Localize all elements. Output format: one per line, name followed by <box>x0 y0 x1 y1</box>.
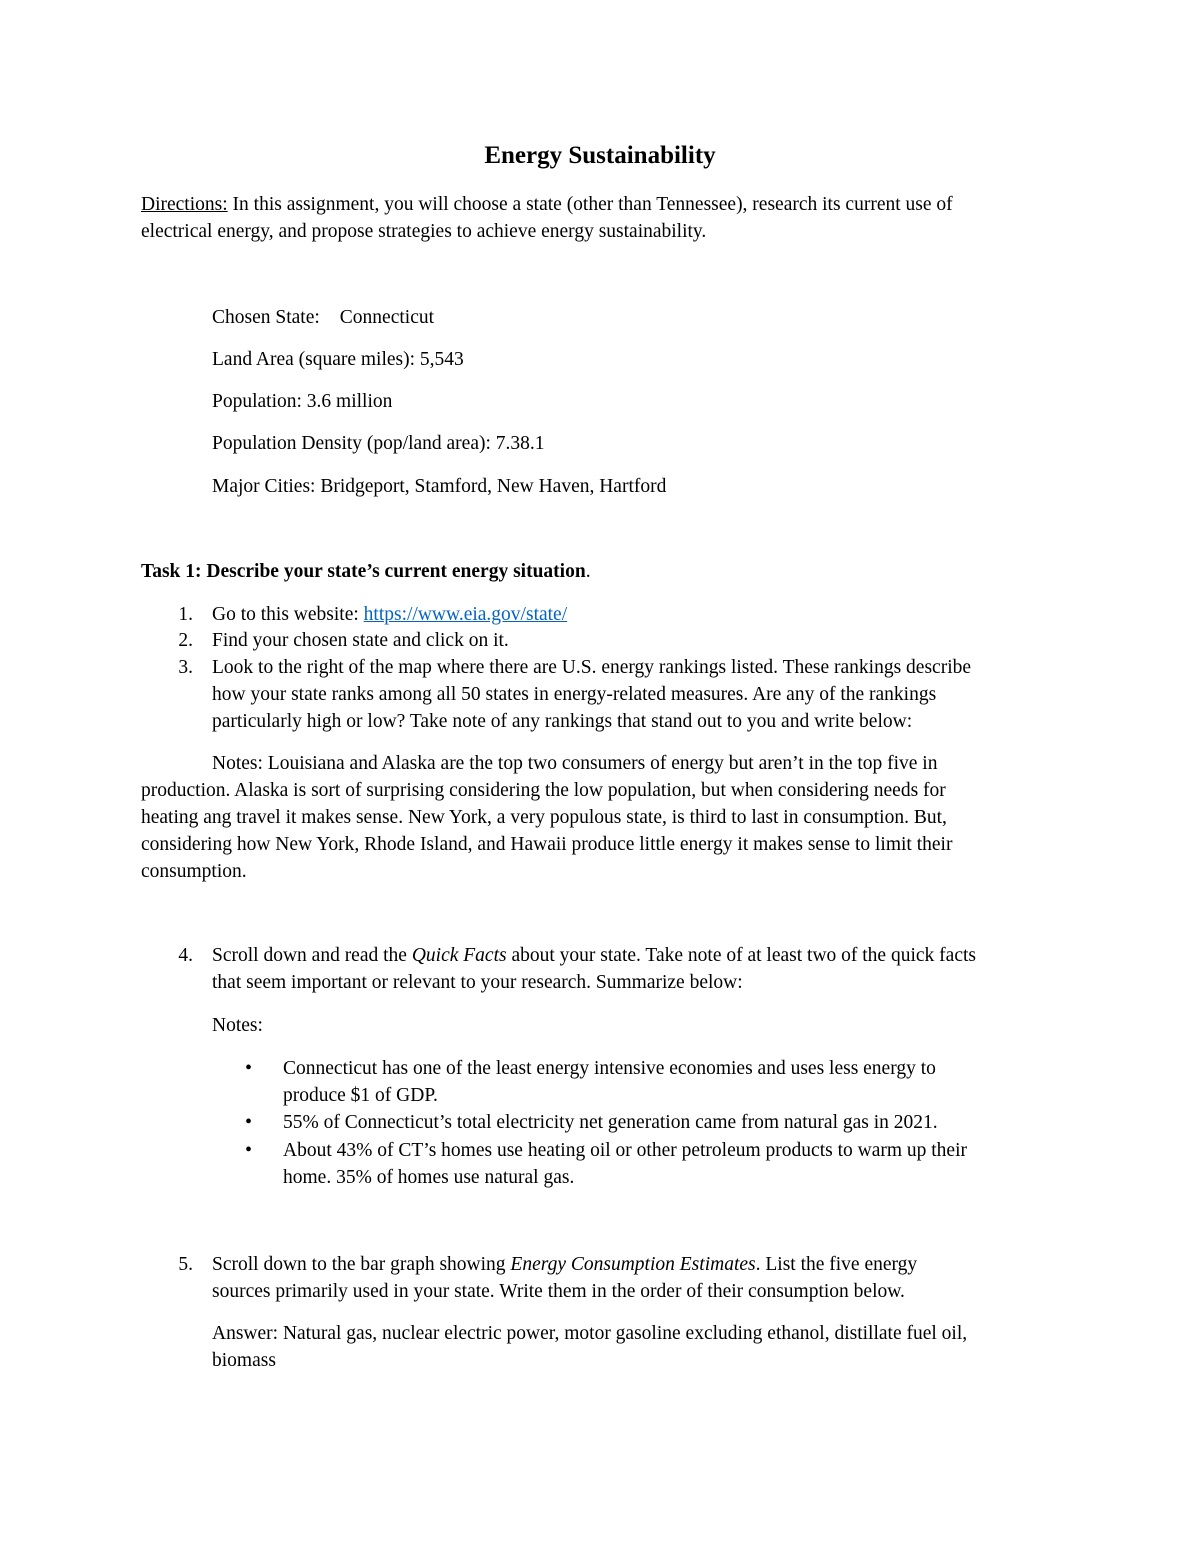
step-3-line-2: how your state ranks among all 50 states in energy-related measures. Are any of the rankings <box>212 684 937 705</box>
directions-label: Directions: <box>141 194 228 215</box>
population-line: Population: 3.6 million <box>212 391 393 412</box>
step-1-number: 1. <box>178 604 193 625</box>
directions-line-2: electrical energy, and propose strategies to achieve energy sustainability. <box>141 221 707 242</box>
step-5-line-2: sources primarily used in your state. Write them in the order of their consumption below. <box>212 1281 905 1302</box>
step-4-number: 4. <box>178 945 193 966</box>
quick-facts-emphasis: Quick Facts <box>411 945 507 966</box>
step-3-line-1: Look to the right of the map where there are U.S. energy rankings listed. These rankings describe <box>212 657 972 678</box>
step-4-line-1: Scroll down and read the Quick Facts about your state. Take note of at least two of the quick facts <box>212 945 976 966</box>
bullet-1-line-1: Connecticut has one of the least energy intensive economies and uses less energy to <box>283 1058 936 1079</box>
notes-1-line-1: Notes: Louisiana and Alaska are the top two consumers of energy but aren’t in the top five in <box>212 753 938 774</box>
bullet-3-line-2: home. 35% of homes use natural gas. <box>283 1167 575 1188</box>
chosen-state-label: Chosen State: <box>212 307 320 328</box>
step-5-number: 5. <box>178 1254 193 1275</box>
notes-1-line-5: consumption. <box>141 861 247 882</box>
bullet-1-line-2: produce $1 of GDP. <box>283 1085 438 1106</box>
bullet-3-line-1: About 43% of CT’s homes use heating oil or other petroleum products to warm up their <box>283 1140 967 1161</box>
bullet-marker: • <box>245 1111 253 1133</box>
directions-line-1 <box>141 191 953 218</box>
notes-1-line-2: production. Alaska is sort of surprising considering the low population, but when considering needs for <box>141 780 946 801</box>
energy-consumption-emphasis: Energy Consumption Estimates <box>510 1254 756 1275</box>
major-cities-line: Major Cities: Bridgeport, Stamford, New Haven, Hartford <box>212 476 667 497</box>
step-2-number: 2. <box>178 630 193 651</box>
page-title: Energy Sustainability <box>484 142 716 169</box>
directions-text-1: In this assignment, you will choose a state (other than Tennessee), research its current use of <box>227 194 953 215</box>
notes-1-line-3: heating ang travel it makes sense. New York, a very populous state, is third to last in consumption. But, <box>141 807 947 828</box>
population-density-line: Population Density (pop/land area): 7.38.1 <box>212 433 545 454</box>
notes-1-line-4: considering how New York, Rhode Island, and Hawaii produce little energy it makes sense to limit their <box>141 834 953 855</box>
step-5-line-1: Scroll down to the bar graph showing Energy Consumption Estimates. List the five energy <box>212 1254 918 1275</box>
bullet-2-line-1: 55% of Connecticut’s total electricity net generation came from natural gas in 2021. <box>283 1112 938 1133</box>
step-3-number: 3. <box>178 657 193 678</box>
chosen-state-line <box>212 304 434 331</box>
notes-2-label: Notes: <box>212 1015 263 1036</box>
task1-heading: Task 1: Describe your state’s current energy situation. <box>141 561 591 582</box>
bullet-marker: • <box>245 1139 253 1161</box>
answer-line-1: Answer: Natural gas, nuclear electric power, motor gasoline excluding ethanol, distillate fuel oil, <box>212 1323 968 1344</box>
chosen-state-value: Connecticut <box>339 307 435 328</box>
land-area-line: Land Area (square miles): 5,543 <box>212 349 464 370</box>
answer-line-2: biomass <box>212 1350 276 1371</box>
eia-state-link[interactable]: https://www.eia.gov/state/ <box>363 604 568 625</box>
step-4-line-2: that seem important or relevant to your research. Summarize below: <box>212 972 743 993</box>
bullet-marker: • <box>245 1057 253 1079</box>
step-2-text: Find your chosen state and click on it. <box>212 630 509 651</box>
step-1-text: Go to this website: https://www.eia.gov/state/ <box>212 604 568 625</box>
step-3-line-3: particularly high or low? Take note of any rankings that stand out to you and write below: <box>212 711 913 732</box>
